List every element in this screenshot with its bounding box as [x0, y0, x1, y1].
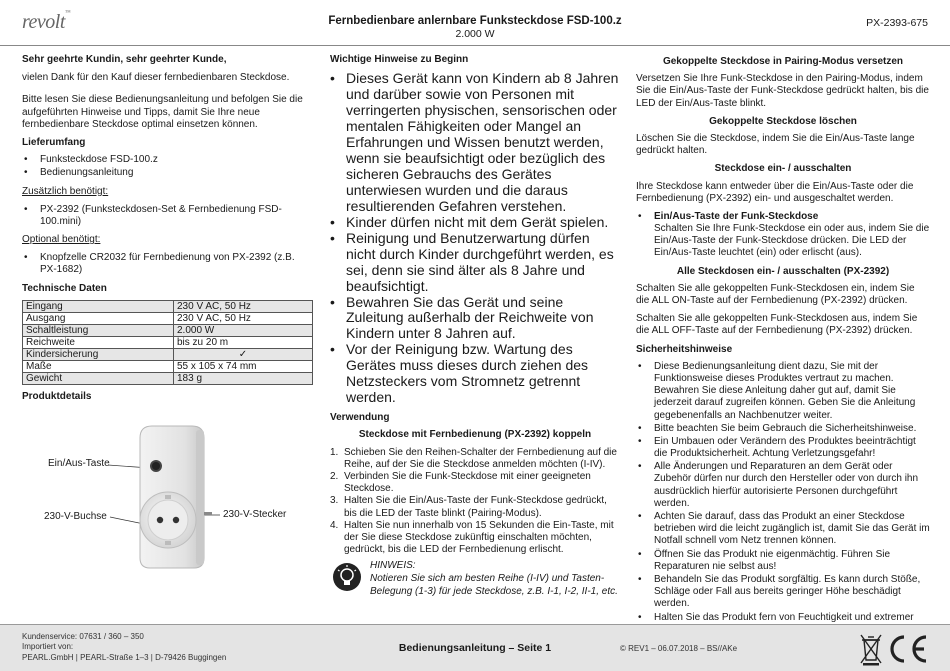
column-right [636, 54, 930, 642]
light-bulb-icon [332, 562, 362, 592]
table-row: Kindersicherung ✓ [23, 348, 313, 360]
table-row: Ausgang 230 V AC, 50 Hz [23, 312, 313, 324]
compliance-marks [858, 632, 930, 670]
switch-list [636, 211, 930, 260]
product-heading: Produktdetails [22, 390, 92, 402]
label-plug: 230-V-Stecker [223, 509, 287, 520]
importer-line: Importiert von: [22, 642, 74, 652]
list-item: 3. Halten Sie die Ein/Aus-Taste der Funk-Steckdose gedrückt, bis die LED der Taste blinkt (Pairing-Modus). [330, 495, 607, 519]
column-middle [330, 54, 620, 598]
list-item: • Diese Bedienungsanleitung dient dazu, Sie mit der Funktionsweise dieses Produktes vertraut zu machen. Bewahren Sie diese Anleitung daher gut auf, damit Sie jederzeit darauf zugreifen können. Geben Sie die Anleitung gegebenenfalls an Nachbenutzer weiter. [636, 361, 930, 422]
greeting: Sehr geehrte Kundin, sehr geehrter Kunde, [22, 54, 227, 65]
list-item: • Alle Änderungen und Reparaturen an dem Gerät oder Zubehör dürfen nur durch den Hersteller oder von durch ihn ausdrücklich hierfür autorisierte Personen durchgeführt werden. [636, 461, 930, 510]
list-item: • Bewahren Sie das Gerät und seine Zuleitung außerhalb der Reichweite von Kindern unter 8 Jahren auf. [330, 295, 620, 343]
safety-heading: Wichtige Hinweise zu Beginn [330, 54, 469, 65]
weee-bin-icon [858, 632, 930, 666]
label-on-off-button: Ein/Aus-Taste [48, 458, 110, 469]
list-item: • Achten Sie darauf, dass das Produkt an einer Steckdose betrieben wird die leicht zugänglich ist, damit Sie das Gerät im Notfall schnell vom Netz trennen können. [636, 511, 930, 548]
document-subtitle: 2.000 W [455, 28, 495, 40]
safety-list [330, 71, 620, 406]
list-item: • Bitte beachten Sie beim Gebrauch die Sicherheitshinweise. [636, 423, 930, 435]
scope-list [22, 154, 313, 179]
list-item [636, 211, 930, 260]
delete-text: Löschen Sie die Steckdose, indem Sie die Ein/Aus-Taste lange gedrückt halten. [636, 132, 915, 157]
service-line: Kundenservice: 07631 / 360 – 350 [22, 632, 144, 641]
list-item: • Reinigung und Benutzerwartung dürfen nicht durch Kinder durchgeführt werden, es sei, denn sie sind älter als 8 Jahre und beaufsichtigt. [330, 231, 620, 295]
list-item: • Ein Umbauen oder Verändern des Produktes beeinträchtigt die Produktsicherheit. Achtung Verletzungsgefahr! [636, 436, 930, 460]
socket-drawing [22, 408, 313, 593]
page-header [0, 0, 950, 46]
safety-notes-heading: Sicherheitshinweise [636, 343, 733, 355]
list-item: • Bedienungsanleitung [22, 167, 313, 179]
all-switch-heading: Alle Steckdosen ein- / ausschalten (PX-2392) [676, 265, 890, 277]
list-item: • Funksteckdose FSD-100.z [22, 154, 313, 166]
usage-heading: Verwendung [330, 412, 390, 424]
thanks-text: vielen Dank für den Kauf dieser fernbedienbaren Steckdose. [22, 72, 290, 84]
switch-heading: Steckdose ein- / ausschalten [714, 163, 852, 175]
additional-heading: Zusätzlich benötigt: [22, 185, 109, 197]
document-title: Fernbedienbare anlernbare Funksteckdose FSD-100.z [328, 15, 622, 27]
switch-text: Ihre Steckdose kann entweder über die Ein/Aus-Taste oder die Fernbedienung (PX-2392) ein- und ausgeschaltet werden. [636, 180, 914, 204]
pair-heading: Steckdose mit Fernbedienung (PX-2392) koppeln [358, 429, 592, 441]
list-item: 1. Schieben Sie den Reihen-Schalter der Fernbedienung auf die Reihe, auf der Sie die Steckdose anmelden möchten (I-IV). [330, 446, 617, 470]
switch-bullet-title: • Ein/Aus-Taste der Funk-Steckdose [654, 210, 819, 222]
pairing-mode-heading: Gekoppelte Steckdose in Pairing-Modus versetzen [662, 56, 904, 67]
pairing-steps [330, 447, 620, 557]
table-row: Schaltleistung 2.000 W [23, 324, 313, 336]
hint-title: HINWEIS: [370, 560, 416, 572]
tech-heading: Technische Daten [22, 282, 107, 294]
table-row: Eingang 230 V AC, 50 Hz [23, 300, 313, 312]
table-row: Gewicht 183 g [23, 372, 313, 384]
optional-heading: Optional benötigt: [22, 234, 101, 246]
optional-list [22, 252, 313, 276]
label-socket: 230-V-Buchse [44, 511, 107, 522]
hint-text: Notieren Sie sich am besten Reihe (I-IV) und Tasten-Belegung (1-3) für jede Steckdose, z.B. I-1, I-2, II-1, etc. [370, 573, 618, 597]
scope-heading: Lieferumfang [22, 136, 86, 148]
product-illustration [22, 408, 313, 588]
ce-mark-icon [892, 637, 926, 661]
article-number: PX-2393-675 [866, 17, 928, 29]
all-on-text: Schalten Sie alle gekoppelten Funk-Steckdosen ein, indem Sie die ALL ON-Taste auf der Fernbedienung (PX-2392) drücken. [636, 282, 915, 306]
list-item: • Halten Sie das Produkt fern von Feuchtigkeit und extremer [636, 612, 930, 636]
tech-table [22, 300, 313, 385]
list-item: 2. Verbinden Sie die Funk-Steckdose mit einer geeigneten Steckdose. [330, 470, 591, 495]
revision-line: © REV1 – 06.07.2018 – BS//AKe [620, 644, 738, 653]
intro-text: Bitte lesen Sie diese Bedienungsanleitung und befolgen Sie die aufgeführten Hinweise und Tipps, damit Sie Ihre neue fernbedienbare Steckdose optimal einsetzen können. [22, 94, 303, 130]
additional-list [22, 204, 313, 228]
list-item: • Behandeln Sie das Produkt sorgfältig. Es kann durch Stöße, Schläge oder Fall aus bereits geringer Höhe beschädigt werden. [636, 574, 930, 611]
page-footer [0, 624, 950, 671]
list-item: • Knopfzelle CR2032 für Fernbedienung von PX-2392 (z.B. PX-1682) [22, 252, 313, 276]
list-item: • Dieses Gerät kann von Kindern ab 8 Jahren und darüber sowie von Personen mit verringerten physischen, sensorischen oder mentalen Fähigkeiten oder Mangel an Erfahrungen und Wissen benutzt werden, wenn sie beaufsichtigt oder bezüglich des sicheren Gebrauchs des Gerätes unterwiesen wurden und die daraus resultierenden Gefahren verstehen. [330, 71, 620, 215]
table-row: Maße 55 x 105 x 74 mm [23, 360, 313, 372]
all-off-text: Schalten Sie alle gekoppelten Funk-Steckdosen aus, indem Sie die ALL OFF-Taste auf der Fernbedienung (PX-2392) drücken. [636, 313, 918, 337]
delete-heading: Gekoppelte Steckdose löschen [709, 115, 857, 127]
column-left [22, 54, 313, 588]
hint-box [330, 560, 620, 598]
page-label: Bedienungsanleitung – Seite 1 [398, 642, 552, 654]
check-mark: ✓ [174, 348, 313, 360]
table-row: Reichweite bis zu 20 m [23, 336, 313, 348]
list-item: • Vor der Reinigung bzw. Wartung des Gerätes muss dieses durch ziehen des Netzsteckers vom Stromnetz getrennt werden. [330, 342, 620, 406]
safety-notes-list [636, 361, 930, 636]
list-item: • Öffnen Sie das Produkt nie eigenmächtig. Führen Sie Reparaturen nie selbst aus! [636, 549, 930, 573]
list-item: • Kinder dürfen nicht mit dem Gerät spielen. [330, 215, 620, 231]
address-line: PEARL.GmbH | PEARL-Straße 1–3 | D-79426 Buggingen [22, 652, 227, 662]
switch-bullet-text: Schalten Sie Ihre Funk-Steckdose ein oder aus, indem Sie die Ein/Aus-Taste der Funk-Steckdose drücken. Die LED der Ein/Aus-Taste leuchtet (ein) oder erlischt (aus). [654, 223, 930, 259]
header-divider [0, 45, 950, 46]
list-item: • PX-2392 (Funksteckdosen-Set & Fernbedienung FSD-100.mini) [22, 204, 313, 228]
brand-logo: revolt™ [22, 10, 71, 33]
pairing-mode-text: Versetzen Sie Ihre Funk-Steckdose in den Pairing-Modus, indem Sie die Ein/Aus-Taste der Funk-Steckdose gedrückt halten, bis die LED der Ein/Aus-Taste blinkt. [636, 73, 929, 109]
list-item: 4. Halten Sie nun innerhalb von 15 Sekunden die Ein-Taste, mit der Sie diese Steckdose zukünftig einschalten möchten, gedrückt, bis die LED der Fernbedienung erlischt. [330, 519, 614, 556]
